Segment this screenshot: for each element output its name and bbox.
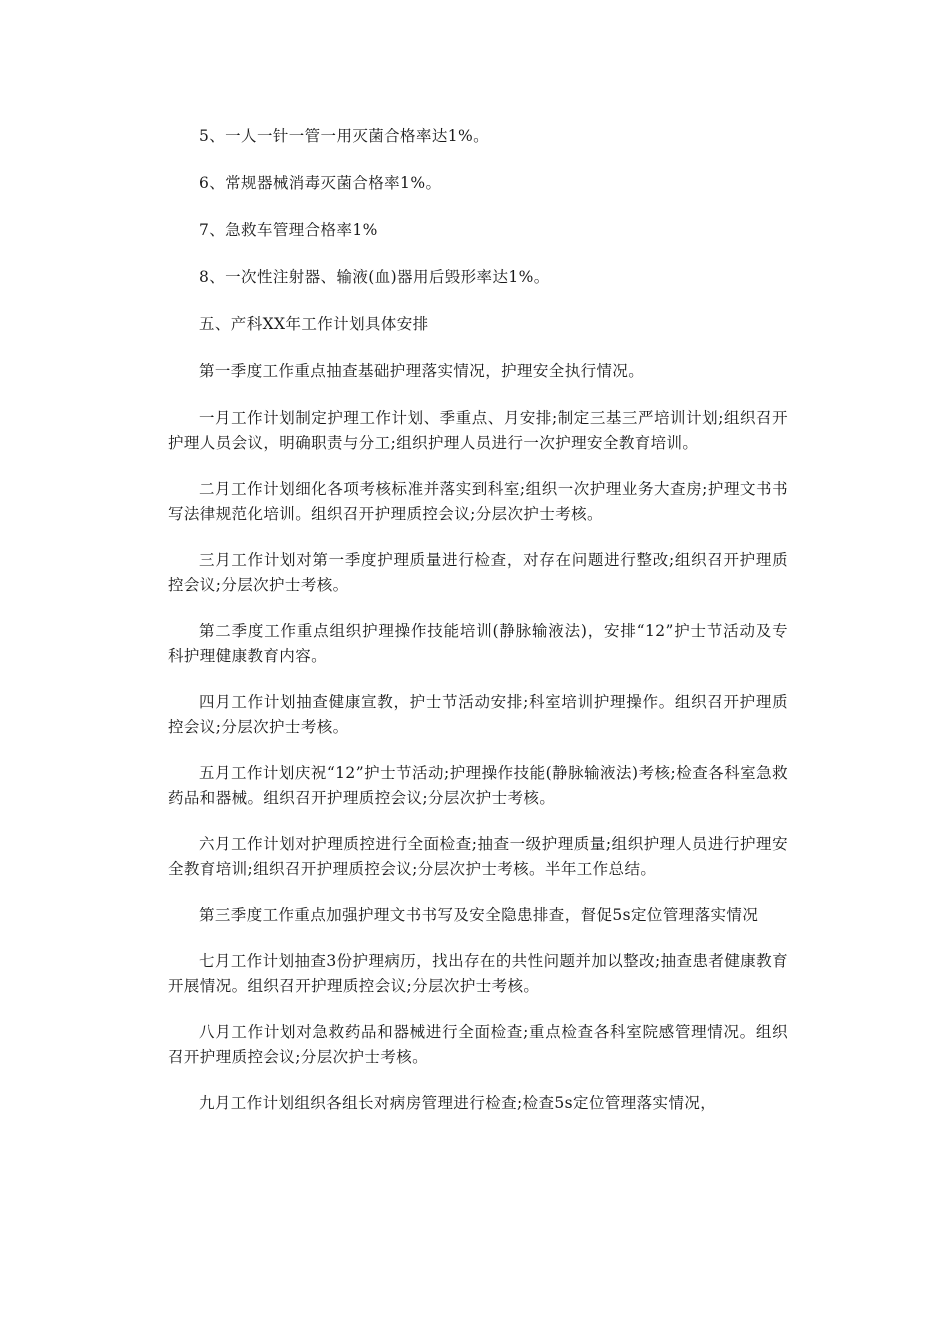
document-body <box>168 124 788 1137</box>
rate-item-5: 5、一人一针一管一用灭菌合格率达1%。 <box>199 127 490 145</box>
july-plan: 七月工作计划抽查3份护理病历，找出存在的共性问题并加以整改;抽查患者健康教育开展情况。组织召开护理质控会议;分层次护士考核。 <box>168 952 788 995</box>
rate-item-7: 7、急救车管理合格率1% <box>199 221 378 239</box>
rate-item-6: 6、常规器械消毒灭菌合格率1%。 <box>199 174 442 192</box>
april-plan: 四月工作计划抽查健康宣教，护士节活动安排;科室培训护理操作。组织召开护理质控会议;分层次护士考核。 <box>168 693 788 736</box>
section-heading: 五、产科XX年工作计划具体安排 <box>199 315 429 333</box>
august-plan: 八月工作计划对急救药品和器械进行全面检查;重点检查各科室院感管理情况。组织召开护理质控会议;分层次护士考核。 <box>168 1023 788 1066</box>
february-plan: 二月工作计划细化各项考核标准并落实到科室;组织一次护理业务大查房;护理文书书写法律规范化培训。组织召开护理质控会议;分层次护士考核。 <box>168 480 788 523</box>
q3-focus: 第三季度工作重点加强护理文书书写及安全隐患排查，督促5s定位管理落实情况 <box>199 906 759 924</box>
january-plan: 一月工作计划制定护理工作计划、季重点、月安排;制定三基三严培训计划;组织召开护理人员会议，明确职责与分工;组织护理人员进行一次护理安全教育培训。 <box>168 409 788 452</box>
q2-focus: 第二季度工作重点组织护理操作技能培训(静脉输液法)，安排“12”护士节活动及专科护理健康教育内容。 <box>168 622 788 665</box>
rate-item-8: 8、一次性注射器、输液(血)器用后毁形率达1%。 <box>199 268 550 286</box>
q1-focus: 第一季度工作重点抽查基础护理落实情况，护理安全执行情况。 <box>199 362 645 380</box>
may-plan: 五月工作计划庆祝“12”护士节活动;护理操作技能(静脉输液法)考核;检查各科室急救药品和器械。组织召开护理质控会议;分层次护士考核。 <box>168 764 788 807</box>
september-plan: 九月工作计划组织各组长对病房管理进行检查;检查5s定位管理落实情况， <box>199 1094 717 1112</box>
march-plan: 三月工作计划对第一季度护理质量进行检查，对存在问题进行整改;组织召开护理质控会议;分层次护士考核。 <box>168 551 788 594</box>
june-plan: 六月工作计划对护理质控进行全面检查;抽查一级护理质量;组织护理人员进行护理安全教育培训;组织召开护理质控会议;分层次护士考核。半年工作总结。 <box>168 835 788 878</box>
